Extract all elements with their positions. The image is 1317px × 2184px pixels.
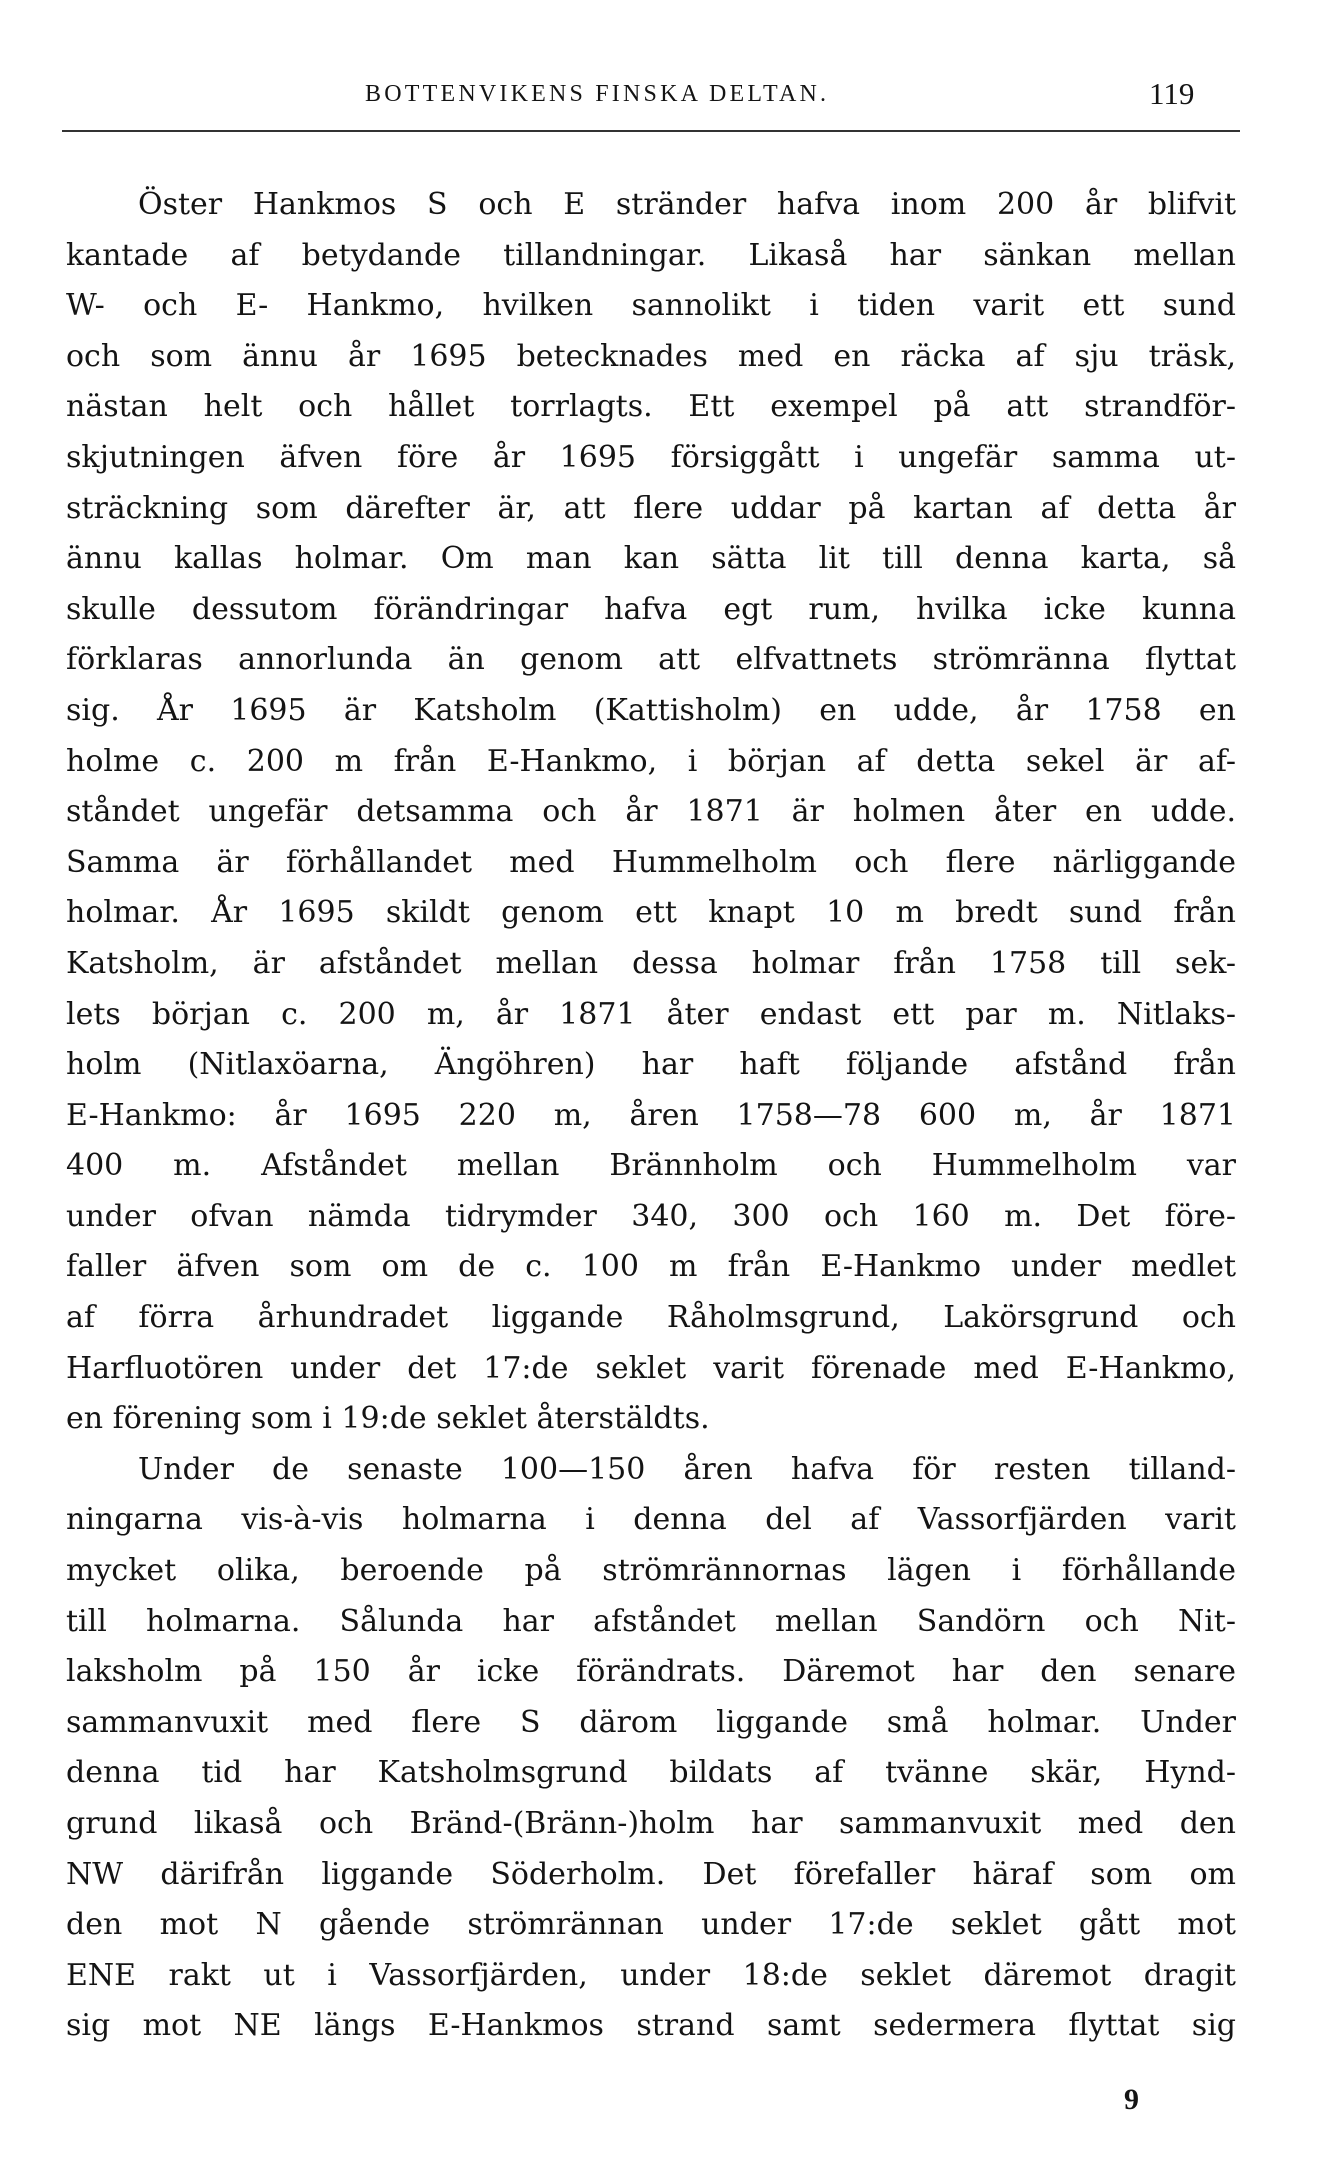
running-title: BOTTENVIKENS FINSKA DELTAN. <box>365 81 830 107</box>
text-line: Öster Hankmos S och E stränder hafva inom 200 år blifvit <box>138 187 1236 222</box>
text-line: laksholm på 150 år icke förändrats. Däremot har den senare <box>66 1654 1236 1690</box>
text-line: E-Hankmo: år 1695 220 m, åren 1758—78 600 m, år 1871 <box>66 1097 1236 1133</box>
text-line: holmar. År 1695 skildt genom ett knapt 10 m bredt sund från <box>66 895 1236 931</box>
text-line: faller äfven som om de c. 100 m från E-Hankmo under medlet <box>66 1249 1236 1285</box>
paragraph-1 <box>66 180 1236 1445</box>
text-line: under ofvan nämda tidrymder 340, 300 och 160 m. Det före- <box>66 1198 1236 1234</box>
text-line: Harfluotören under det 17:de seklet varit förenade med E-Hankmo, <box>66 1350 1236 1386</box>
text-line: den mot N gående strömrännan under 17:de seklet gått mot <box>66 1907 1236 1943</box>
signature-mark: 9 <box>1124 2083 1139 2116</box>
paragraph-2 <box>66 1445 1236 2052</box>
text-line: till holmarna. Sålunda har afståndet mellan Sandörn och Nit- <box>66 1603 1236 1639</box>
text-line: skjutningen äfven före år 1695 försiggått i ungefär samma ut- <box>66 439 1236 475</box>
text-line: denna tid har Katsholmsgrund bildats af tvänne skär, Hynd- <box>66 1755 1236 1791</box>
text-line: kantade af betydande tillandningar. Likaså har sänkan mellan <box>66 237 1236 273</box>
text-line: ännu kallas holmar. Om man kan sätta lit till denna karta, så <box>66 541 1236 577</box>
text-line: holme c. 200 m från E-Hankmo, i början af detta sekel är af- <box>66 743 1236 779</box>
text-line: skulle dessutom förändringar hafva egt rum, hvilka icke kunna <box>66 591 1236 627</box>
text-line: af förra århundradet liggande Råholmsgrund, Lakörsgrund och <box>66 1300 1236 1336</box>
text-line: nästan helt och hållet torrlagts. Ett exempel på att strandför- <box>66 389 1236 425</box>
text-line: lets början c. 200 m, år 1871 åter endast ett par m. Nitlaks- <box>66 996 1236 1032</box>
text-line: Katsholm, är afståndet mellan dessa holmar från 1758 till sek- <box>66 945 1236 981</box>
text-line: Samma är förhållandet med Hummelholm och flere närliggande <box>66 844 1236 880</box>
text-line: ENE rakt ut i Vassorfjärden, under 18:de seklet däremot dragit <box>66 1957 1236 1993</box>
text-line: mycket olika, beroende på strömrännornas lägen i förhållande <box>66 1553 1236 1589</box>
body-text <box>66 180 1236 2052</box>
text-line: 400 m. Afståndet mellan Brännholm och Hummelholm var <box>66 1148 1236 1184</box>
text-line: sammanvuxit med flere S därom liggande små holmar. Under <box>66 1704 1236 1740</box>
header-rule <box>62 130 1240 132</box>
page-number: 119 <box>1149 76 1195 111</box>
text-line: sträckning som därefter är, att flere uddar på kartan af detta år <box>66 490 1236 526</box>
text-line: förklaras annorlunda än genom att elfvattnets strömränna flyttat <box>66 642 1236 678</box>
text-line: ståndet ungefär detsamma och år 1871 är holmen åter en udde. <box>66 794 1236 830</box>
text-line: holm (Nitlaxöarna, Ängöhren) har haft följande afstånd från <box>66 1047 1236 1083</box>
text-line: sig. År 1695 är Katsholm (Kattisholm) en udde, år 1758 en <box>66 692 1236 728</box>
text-line: och som ännu år 1695 betecknades med en räcka af sju träsk, <box>66 338 1236 374</box>
text-line: en förening som i 19:de seklet återstäldts. <box>66 1401 710 1437</box>
text-line: ningarna vis-à-vis holmarna i denna del af Vassorfjärden varit <box>66 1502 1236 1538</box>
text-line: sig mot NE längs E-Hankmos strand samt sedermera flyttat sig <box>66 2008 1236 2044</box>
text-line: grund likaså och Bränd-(Bränn-)holm har sammanvuxit med den <box>66 1806 1236 1841</box>
text-line: Under de senaste 100—150 åren hafva för resten tilland- <box>138 1451 1236 1487</box>
text-line: W- och E- Hankmo, hvilken sannolikt i tiden varit ett sund <box>66 288 1236 324</box>
text-line: NW därifrån liggande Söderholm. Det förefaller häraf som om <box>66 1856 1236 1892</box>
